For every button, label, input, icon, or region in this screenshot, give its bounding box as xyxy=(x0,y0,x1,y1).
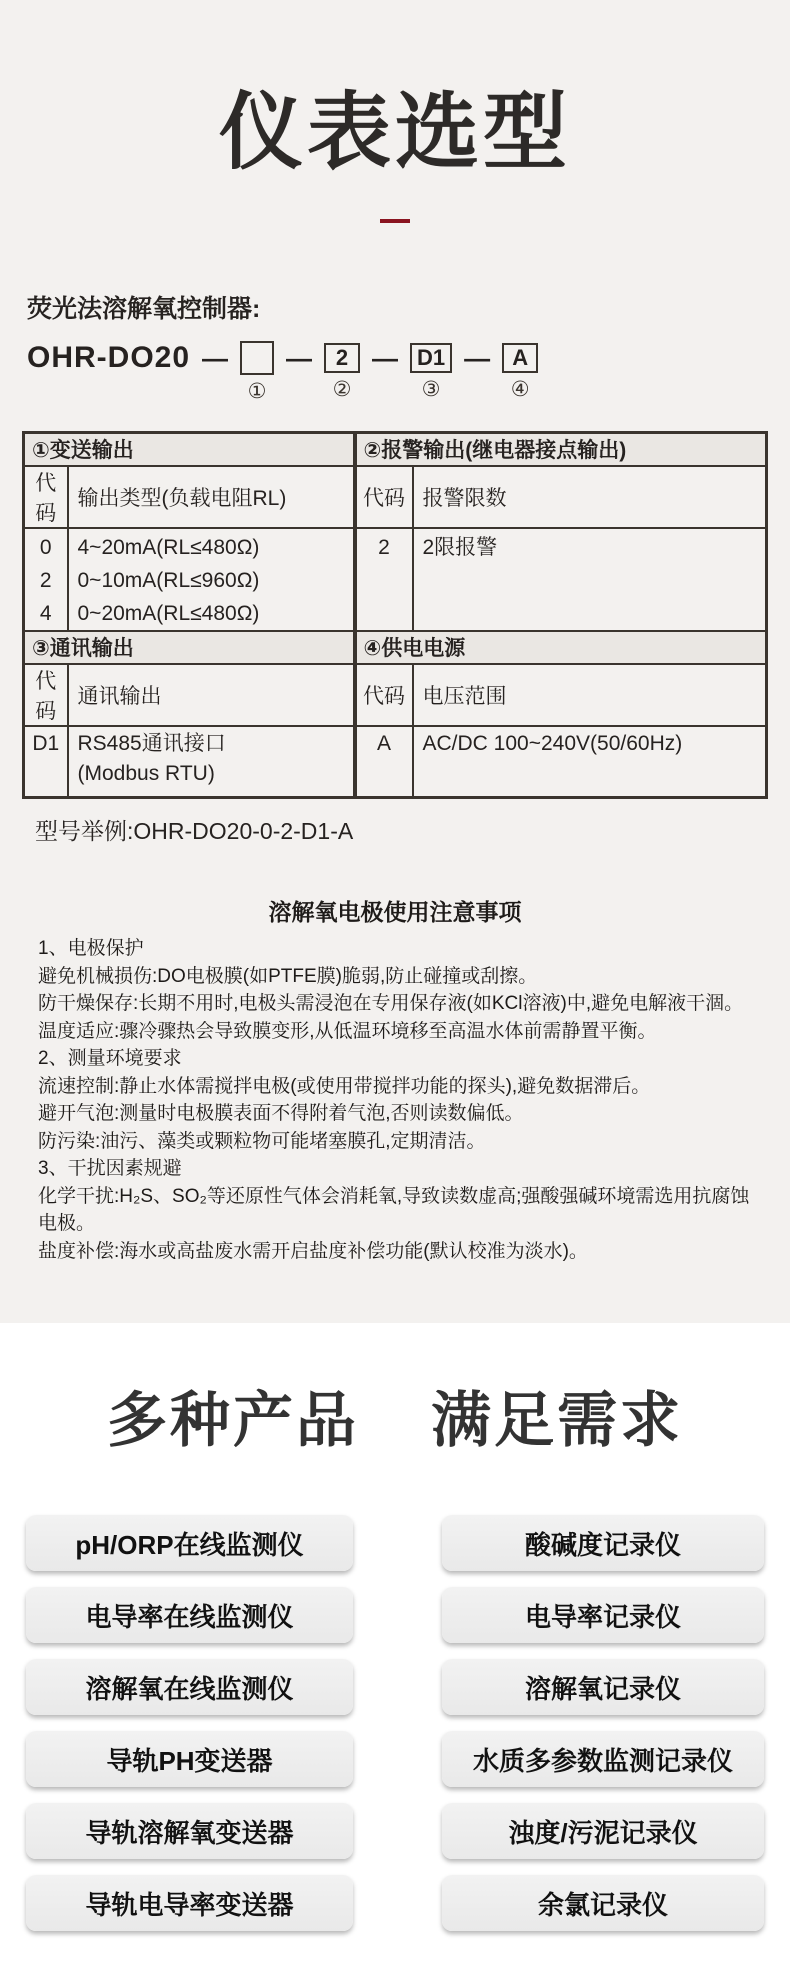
s3-desc-header: 通讯输出 xyxy=(68,664,355,726)
s3-desc: RS485通讯接口 xyxy=(77,731,226,755)
title-underline xyxy=(380,219,410,223)
product-button-conductivity-recorder[interactable]: 电导率记录仪 xyxy=(442,1587,764,1643)
products-heading xyxy=(0,1373,790,1459)
products-heading-left: 多种产品 xyxy=(107,1387,359,1454)
note-line: 2、测量环境要求 xyxy=(38,1048,182,1069)
s4-codes xyxy=(355,726,413,798)
s2-desc-header: 报警限数 xyxy=(413,466,767,528)
product-button-chlorine-recorder[interactable]: 余氯记录仪 xyxy=(442,1875,764,1931)
model-box-3: D1 xyxy=(410,343,452,373)
product-button-ph-orp-monitor[interactable]: pH/ORP在线监测仪 xyxy=(26,1515,353,1571)
product-button-rail-ph-transmitter[interactable]: 导轨PH变送器 xyxy=(26,1731,353,1787)
s1-desc-header: 输出类型(负载电阻RL) xyxy=(68,466,355,528)
model-box-4-wrap xyxy=(502,343,538,401)
model-dash: — xyxy=(286,342,313,373)
product-button-conductivity-monitor[interactable]: 电导率在线监测仪 xyxy=(26,1587,353,1643)
model-box-1 xyxy=(240,341,274,375)
product-button-turbidity-recorder[interactable]: 浊度/污泥记录仪 xyxy=(442,1803,764,1859)
s4-descs xyxy=(413,726,767,798)
product-button-multiparam-recorder[interactable]: 水质多参数监测记录仪 xyxy=(442,1731,764,1787)
product-button-rail-do-transmitter[interactable]: 导轨溶解氧变送器 xyxy=(26,1803,353,1859)
model-mark-2: ② xyxy=(332,378,352,401)
products-heading-right: 满足需求 xyxy=(431,1387,683,1454)
s3-code-header: 代码 xyxy=(24,664,68,726)
controller-subtitle: 荧光法溶解氧控制器: xyxy=(27,295,261,323)
s1-codes xyxy=(24,528,68,631)
model-example: 型号举例:OHR-DO20-0-2-D1-A xyxy=(35,818,354,844)
s1-code: 2 xyxy=(39,568,52,592)
s4-code: A xyxy=(376,731,391,755)
product-button-rail-conductivity-transmitter[interactable]: 导轨电导率变送器 xyxy=(26,1875,353,1931)
section-3-title: ③通讯输出 xyxy=(24,631,355,664)
model-box-1-wrap xyxy=(240,341,274,403)
note-line: 流速控制:静止水体需搅拌电极(或使用带搅拌功能的探头),避免数据滞后。 xyxy=(38,1075,651,1097)
model-mark-1: ① xyxy=(247,380,267,403)
product-button-grid xyxy=(0,1515,790,1931)
s1-code-header: 代码 xyxy=(24,466,68,528)
model-mark-3: ③ xyxy=(421,378,441,401)
model-box-4: A xyxy=(502,343,538,373)
note-line: 3、干扰因素规避 xyxy=(38,1158,182,1179)
section-4-title: ④供电电源 xyxy=(355,631,767,664)
table-section-header-row xyxy=(24,433,767,466)
s1-desc: 0~20mA(RL≤480Ω) xyxy=(77,601,260,625)
product-column-right xyxy=(442,1515,764,1931)
model-dash: — xyxy=(464,342,491,373)
s3-descs xyxy=(68,726,355,798)
s4-desc-header: 电压范围 xyxy=(413,664,767,726)
selection-table xyxy=(22,431,768,799)
table-body-row-2 xyxy=(24,726,767,798)
s3-codes xyxy=(24,726,68,798)
s2-code-header: 代码 xyxy=(355,466,413,528)
note-line: 防干燥保存:长期不用时,电极头需浸泡在专用保存液(如KCl溶液)中,避免电解液干涸。 xyxy=(38,993,744,1014)
note-line: 盐度补偿:海水或高盐废水需开启盐度补偿功能(默认校准为淡水)。 xyxy=(38,1240,588,1262)
table-column-header-row xyxy=(24,664,767,726)
section-2-title: ②报警输出(继电器接点输出) xyxy=(355,433,767,466)
s2-code: 2 xyxy=(378,535,390,559)
s1-desc: 0~10mA(RL≤960Ω) xyxy=(77,568,260,592)
s1-code: 4 xyxy=(39,601,52,625)
product-button-ph-recorder[interactable]: 酸碱度记录仪 xyxy=(442,1515,764,1571)
product-button-do-monitor[interactable]: 溶解氧在线监测仪 xyxy=(26,1659,353,1715)
s2-desc: 2限报警 xyxy=(422,535,498,559)
page-title: 仪表选型 xyxy=(218,85,571,179)
s2-descs xyxy=(413,528,767,631)
model-box-2-wrap xyxy=(324,343,360,401)
table-section-header-row xyxy=(24,631,767,664)
note-line: 温度适应:骤冷骤热会导致膜变形,从低温环境移至高温水体前需静置平衡。 xyxy=(38,1020,657,1042)
note-line: 防污染:油污、藻类或颗粒物可能堵塞膜孔,定期清洁。 xyxy=(38,1130,486,1152)
s4-code-header: 代码 xyxy=(355,664,413,726)
table-body-row-1 xyxy=(24,528,767,631)
products-section xyxy=(0,1323,790,1963)
s3-desc: (Modbus RTU) xyxy=(77,761,215,785)
note-line: 1、电极保护 xyxy=(38,938,144,959)
model-box-3-wrap xyxy=(410,343,452,401)
product-button-do-recorder[interactable]: 溶解氧记录仪 xyxy=(442,1659,764,1715)
s3-code: D1 xyxy=(32,731,60,755)
s1-code: 0 xyxy=(39,535,52,559)
table-column-header-row xyxy=(24,466,767,528)
model-dash: — xyxy=(202,342,229,373)
model-dash: — xyxy=(372,342,399,373)
model-prefix: OHR-DO20 xyxy=(27,341,191,374)
s1-descs xyxy=(68,528,355,631)
model-box-2: 2 xyxy=(324,343,360,373)
s4-desc: AC/DC 100~240V(50/60Hz) xyxy=(422,731,683,755)
notes-title: 溶解氧电极使用注意事项 xyxy=(268,899,522,925)
note-line: 化学干扰:H₂S、SO₂等还原性气体会消耗氧,导致读数虚高;强酸强碱环境需选用抗腐蚀电极。 xyxy=(38,1185,750,1234)
note-line: 避开气泡:测量时电极膜表面不得附着气泡,否则读数偏低。 xyxy=(38,1103,524,1124)
s1-desc: 4~20mA(RL≤480Ω) xyxy=(77,535,260,559)
electrode-notes xyxy=(0,894,790,1265)
model-mark-4: ④ xyxy=(510,378,530,401)
note-line: 避免机械损伤:DO电极膜(如PTFE膜)脆弱,防止碰撞或刮擦。 xyxy=(38,965,538,987)
section-1-title: ①变送输出 xyxy=(24,433,355,466)
s2-codes xyxy=(355,528,413,631)
product-column-left xyxy=(26,1515,353,1931)
model-code-row xyxy=(27,341,790,403)
